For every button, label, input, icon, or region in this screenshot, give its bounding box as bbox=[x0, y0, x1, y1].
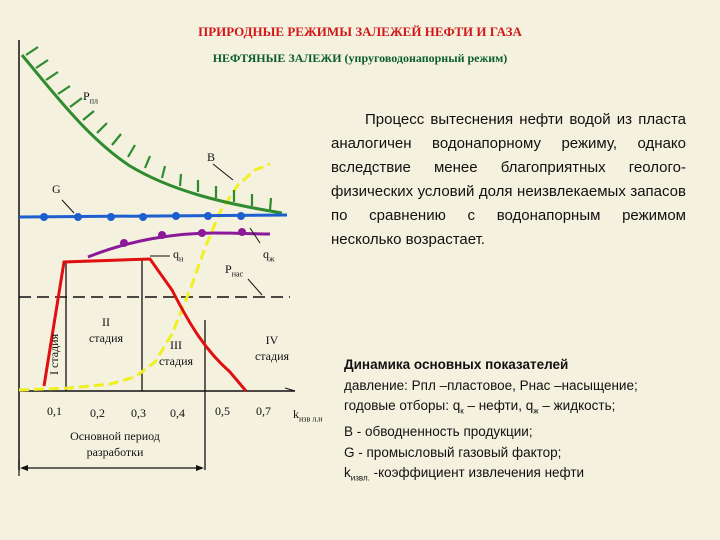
x-axis-label: $k_{изв л.н}$ bbox=[293, 407, 323, 424]
q-zh-pointer bbox=[250, 228, 260, 243]
b-label: B bbox=[207, 150, 216, 164]
p-pl-curve bbox=[22, 55, 282, 213]
dynamics-line-rates: годовые отборы: $q_к$ – нефти, $q_ж$ – жидкость; bbox=[344, 398, 616, 416]
b-pointer bbox=[213, 164, 233, 180]
p-pl-ticks bbox=[26, 47, 271, 210]
dynamics-legend bbox=[344, 355, 700, 489]
stage-3-label: III стадия bbox=[158, 338, 194, 368]
dynamics-line-recovery: $k_{извл.}$ -коэффициент извлечения нефти bbox=[344, 465, 585, 483]
x-tick-label: 0,4 bbox=[170, 406, 185, 420]
dynamics-line-gasfactor: G - промысловый газовый фактор; bbox=[344, 444, 562, 460]
dynamics-line-pressure: давление: Pпл –пластовое, Pнас –насыщение; bbox=[344, 377, 638, 393]
p-nas-pointer bbox=[248, 279, 262, 295]
x-tick-label: 0,2 bbox=[90, 406, 105, 420]
description-paragraph: Процесс вытеснения нефти водой из пласта аналогичен водонапорному режиму, однако вследствие менее благоприятных геолого-физических условий доля неизвлекаемых запасов по сравнению с водонапорным режимом несколько возрастает. bbox=[331, 111, 686, 248]
q-zh-dots bbox=[120, 228, 246, 247]
q-zh-label: $q_ж$ bbox=[263, 247, 275, 264]
subtitle-bold: НЕФТЯНЫЕ ЗАЛЕЖИ bbox=[212, 51, 342, 65]
g-pointer bbox=[62, 200, 74, 213]
stage-2-label: II стадия bbox=[88, 315, 124, 345]
stage-4-label: IV стадия bbox=[254, 333, 290, 363]
g-curve bbox=[19, 215, 287, 217]
p-pl-label: $P_{пл}$ bbox=[83, 89, 98, 106]
development-diagram bbox=[0, 0, 330, 500]
dynamics-line-watercut: B - обводненность продукции; bbox=[344, 424, 533, 440]
period-label: Основной период разработки bbox=[70, 429, 160, 459]
x-tick-label: 0,1 bbox=[47, 404, 62, 418]
x-tick-label: 0,7 bbox=[256, 404, 271, 418]
dynamics-heading: Динамика основных показателей bbox=[344, 357, 569, 372]
period-arrow-left-head bbox=[20, 465, 28, 471]
x-tick-label: 0,3 bbox=[131, 406, 146, 420]
x-tick-label: 0,5 bbox=[215, 404, 230, 418]
p-nas-label: $P_{нас}$ bbox=[225, 262, 244, 279]
subtitle-rest: (упруговодонапорный режим) bbox=[341, 51, 508, 65]
q-n-label: $q_н$ bbox=[173, 247, 184, 264]
g-label: G bbox=[52, 182, 61, 196]
page-title: ПРИРОДНЫЕ РЕЖИМЫ ЗАЛЕЖЕЙ НЕФТИ И ГАЗА bbox=[198, 24, 522, 39]
period-arrow-right-head bbox=[196, 465, 204, 471]
stage-1-label: I стадия bbox=[47, 333, 61, 375]
